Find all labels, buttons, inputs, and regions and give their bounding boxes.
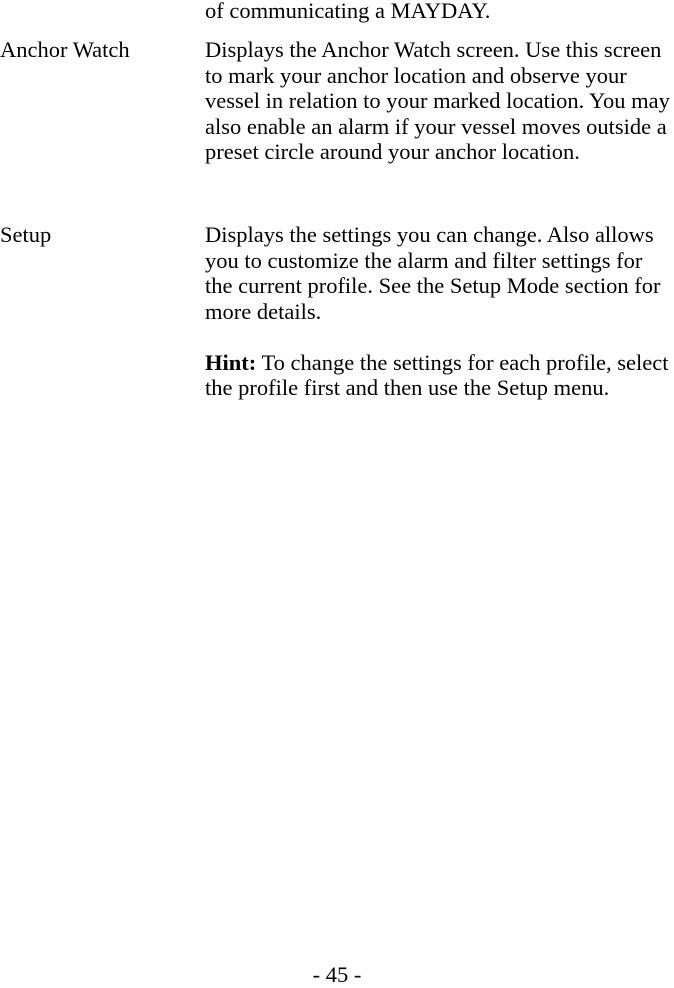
page-number: - 45 - xyxy=(312,962,362,987)
entry-description-block xyxy=(205,37,674,165)
entry-term: Anchor Watch xyxy=(0,37,130,62)
hint-text: To change the settings for each profile, select the profile first and then use the Setup menu. xyxy=(205,349,669,400)
hint-paragraph xyxy=(205,350,674,401)
entry-description-block xyxy=(205,222,674,401)
entry-description: Displays the Anchor Watch screen. Use this screen to mark your anchor location and observe your vessel in relation to your marked location. You may also enable an alarm if your vessel moves outside a preset circle around your anchor location. xyxy=(205,37,670,164)
entry-term: Setup xyxy=(0,222,52,247)
hint-label: Hint: xyxy=(205,349,257,375)
entry-description: Displays the settings you can change. Also allows you to customize the alarm and filter settings for the current profile. See the Setup Mode section for more details. xyxy=(205,222,661,324)
continuation-text: of communicating a MAYDAY. xyxy=(205,0,491,23)
